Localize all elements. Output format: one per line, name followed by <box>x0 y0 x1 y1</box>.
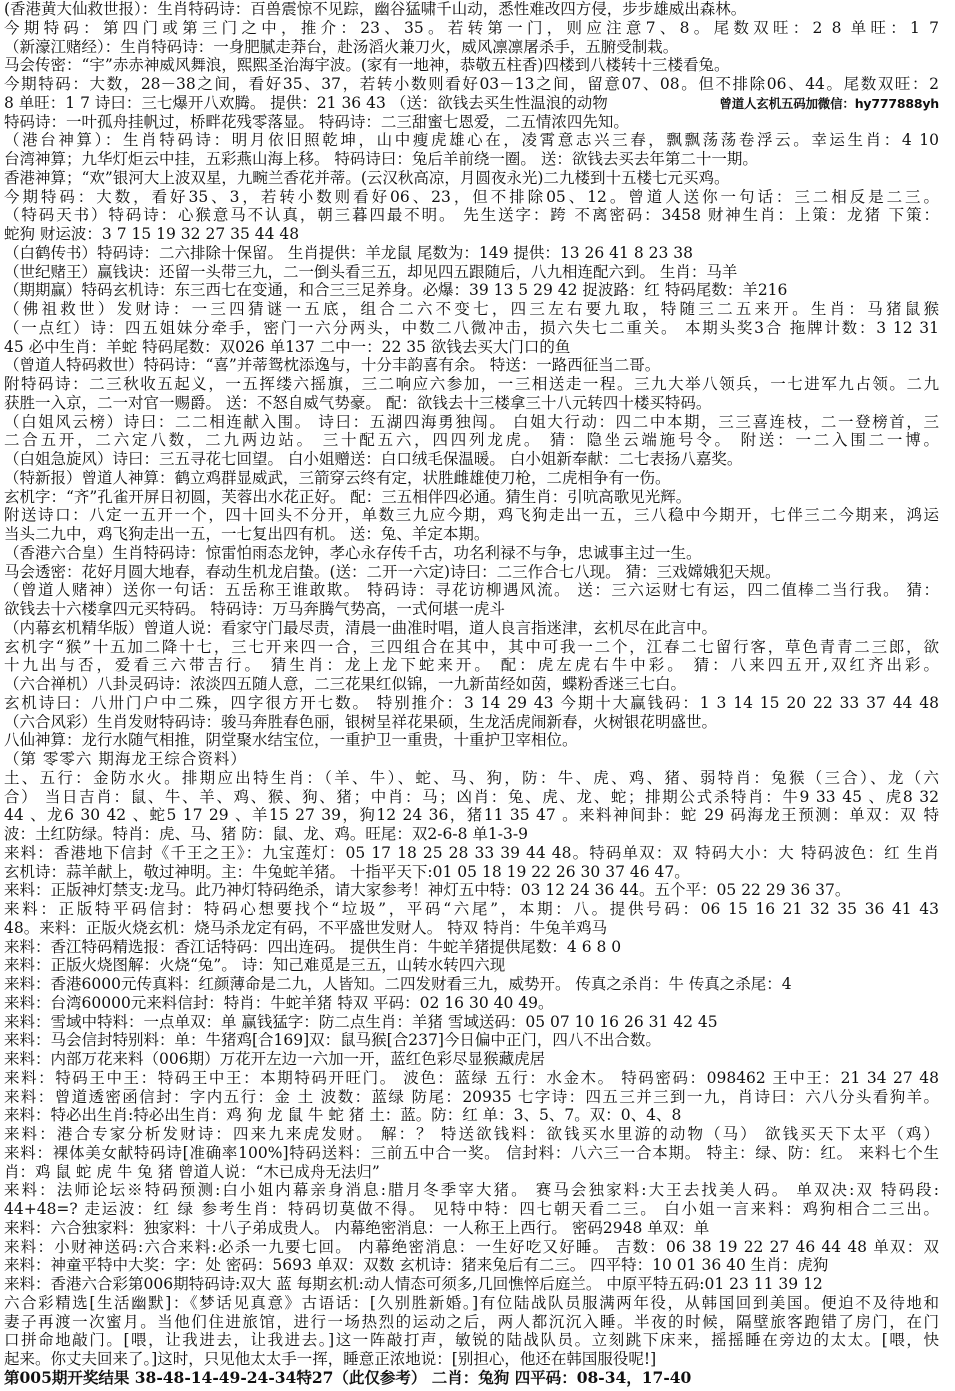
text-line: 来料：法师论坛※特码预测:白小姐内幕亲身消息:腊月冬季宰大猪。 赛马会独家料:大王去找美人码。 单双决:双 特码段: <box>4 1181 939 1200</box>
text-line: 来料：曾道透密函信封：字内五行：金 土 波数：蓝绿 防尾：20935 七字诗：四五三并三到一九，肖诗曰：六八分头看狗羊。 <box>4 1087 939 1106</box>
text-line: 来料：香江特码精选报：香江话特码：四出连码。 提供生肖：牛蛇羊猪提供尾数：4 6 8 0 <box>4 937 622 956</box>
text-line: 玄机字“猴”十五加二降十七，三七开来四一合，三四组合在其中，其中可我一二个，江春二七留行客，草色青青二三郎，欲 <box>4 637 939 656</box>
text-line: 肖：鸡 鼠 蛇 虎 牛 兔 猪 曾道人说：“木已成舟无法归” <box>4 1162 380 1181</box>
text-line: （特新报）曾道人神算：鹤立鸡群显威武，三箭穿云终有定，状胜雌雄使刀枪，二虎相争有一伤。 <box>4 468 671 487</box>
text-line: （特码天书）特码诗：心猴意马不认真，朝三暮四最不明。 先生送字：跨 不离密码：3458 财神生肖：上策：龙猪 下策： <box>4 206 939 225</box>
draw-results: 第005期开奖结果 38-48-14-49-24-34特27（此仅参考） 二肖：兔狗 四平码：08-34，17-40 <box>4 1368 692 1387</box>
text-line: 欲钱去十六楼拿四元买特码。 特码诗：万马奔腾气势高，一式何堪一虎斗 <box>4 600 505 618</box>
text-line: 44+48=? 走运波：红 绿 参考生肖：特码切莫做不得。 见特中特：四七朝天看二三。 白小姐一言来料：鸡狗相合二三出。 <box>4 1200 939 1218</box>
text-line: （白姐风云榜）诗曰：二二相连献入围。 诗曰：五湖四海勇独闯。 白姐大行动：四二中本期，三三喜连枝，二一登榜首，三 <box>4 412 939 431</box>
text-line: 来料：内部万花来料（006期）万花开左边一六加一开，蓝红色彩尽显猴藏虎居 <box>4 1050 546 1068</box>
text-line: （曾道人特码救世）特码诗：“喜”并蒂鸳枕添逸与，十分丰韵喜有余。 特送：一路西征当二哥。 <box>4 356 661 375</box>
text-line: （曾道人赌神）送你一句话：五岳称王谁敢欺。 特码诗：寻花访柳遇风流。 送：三六运财七有运，四二值棒二当行我。 猜： <box>4 581 939 600</box>
text-line: 来料：正版神灯禁支:龙马。此乃神灯特码绝杀，请大家参考！神灯五中特：03 12 24 36 44。五个平：05 22 29 36 37。 <box>4 881 851 900</box>
text-line: 来料：正版特平码信封：特码心想要找个“垃圾”，平码“六尾”，本期：八。提供号码：06 15 16 21 32 35 36 41 43 <box>4 900 939 918</box>
text-line: 来料：台湾60000元来料信封：特肖：牛蛇羊猪 特双 平码：02 16 30 40 49。 <box>4 993 554 1012</box>
text-line: 波：土红防绿。特肖：虎、马、猪 防：鼠、龙、鸡。旺尾：双2-6-8 单1-3-9 <box>4 825 528 843</box>
text-line: 来料：香港6000元传真料：红颜薄命是二九，人皆知。二四发财看三九，威势开。 传真之杀肖：牛 传真之杀尾：4 <box>4 975 792 993</box>
text-line: （六合风彩）生肖发财特码诗：骏马奔胜春色丽，银树呈祥花果硕，生龙活虎闹新春，火树银花明盛世。 <box>4 712 718 731</box>
text-line: 来料：香港地下信封《千王之王》：九宝莲灯：05 17 18 25 28 33 39 44 48。特码单双：双 特码大小：大 特码波色：红 生肖 <box>4 843 939 862</box>
text-line: 来料：特码王中王：特码王中王：本期特码开旺门。 波色：蓝绿 五行：水金木。 特码密码：098462 王中王：21 34 27 48 <box>4 1068 939 1087</box>
text-line: 来料：六合独家料：独家料：十八子弟成贵人。 内幕绝密消息：一人称王上西行。 密码2948 单双：单 <box>4 1218 710 1237</box>
text-line: 起来。你丈夫回来了。]这时，只见他太太手一挥，睡意正浓地说：[别担心，他还在韩国服役呢!] <box>4 1350 657 1368</box>
text-line: （内幕玄机精华版）曾道人说：看家守门最尽责，清晨一曲准时唱，道人良言指迷津，玄机尽在此言中。 <box>4 618 718 637</box>
text-line: 今期特码：大数，28－38之间，看好35、37，若转小数则看好03－13之间，留意07、08。但不排除06、44。尾数双旺：2 <box>4 75 939 93</box>
text-line: 台湾神算；九华灯炬云中挂，五彩燕山海上移。 特码诗曰：兔后羊前绕一圈。 送：欲钱去买去年第二十一期。 <box>4 150 758 168</box>
text-line: 马会透密：花好月圆大地春，春动生机龙启蛰。(送：二开一六定)诗曰：二三作合七八现。 猜：三戏嫦娥犯天规。 <box>4 562 781 581</box>
text-line: （港台神算）：生肖特码诗：明月依旧照乾坤，山中瘦虎雄心在，凌霄意志兴三春，飘飘荡荡卷浮云。幸运生肖：4 10 <box>4 131 939 150</box>
text-line: 来料：马会信封特别料：单：牛猪鸡[合169]双：鼠马猴[合237]今日偏中正门，四八不出合数。 <box>4 1031 661 1050</box>
text-line: 妻子再渡一次蜜月。当他们住进旅馆，进行一场热烈的运动之后，两人都沉沉入睡。半夜的时候，隔壁旅客跑错了房门，在门 <box>4 1312 939 1331</box>
text-line: （世纪赌王）赢钱诀：还留一头带三九，二一倒头看三五，却见四五跟随后，八九相连配六到。 生肖：马羊 <box>4 262 738 281</box>
text-line: 来料：正版火烧图解：火烧“兔”。 诗：知己难觅是三五，山转水转四六现 <box>4 956 506 975</box>
text-line: 45 必中生肖：羊蛇 特码尾数：双026 单137 二中一：22 35 欲钱去买大门口的鱼 <box>4 337 571 356</box>
text-line: 口拼命地敲门。[喂，让我进去，让我进去。]这一阵敲打声，敏锐的陆战队员。立刻跳下床来，摇摇睡在旁边的太太。[喂，快 <box>4 1331 939 1350</box>
text-line: (香港黄大仙救世报）：生肖特码诗：百兽震惊不见踪，幽谷猛啸千山动，悉性难改四方侵，步步雄威出森林。 <box>4 0 747 18</box>
text-line: 十九出与否，爱看三六带吉行。 猜生肖：龙上龙下蛇来开。 配：虎左虎右牛中彩。 猜：八来四五开,双红齐出彩。 <box>4 656 939 675</box>
wechat-promo: 曾道人玄机五码加微信：hy777888yh <box>719 95 939 111</box>
text-line: 八仙神算：龙行水随气相推，阴堂聚水结宝位，一重护卫一重贵，十重护卫宰相位。 <box>4 731 578 750</box>
text-line: （一点红）诗：四五姐妹分牵手，密门一六分两头，中数二八微冲击，损六失七二重关。 本期头奖3合 拖牌计数：3 12 31 <box>4 318 939 337</box>
text-line: 香港神算；“欢”银河大上波双星，九畹兰香花并蒂。(云汉秋高凉，月圆夜永光)二九楼到十五楼七元买鸡。 <box>4 168 730 187</box>
text-line: （佛祖救世）发财诗：一三四猜谜一五底，组合二六不变七，四三左右要九取，特随三二五来开。生肖：马猪鼠猴 <box>4 300 939 318</box>
text-line: （香港六合皇）生肖特码诗：惊雷怕雨态龙钟，孝心永存传千古，功名利禄不与争，忠诚事主过一生。 <box>4 543 702 562</box>
text-line: （期期赢）特码玄机诗：东三西七在变通，和合三三足养身。必爆：39 13 5 29 42 捉波路：红 特码尾数：羊216 <box>4 281 788 300</box>
text-line: 来料：港合专家分析发财诗：四来九来虎发财。 解：？ 特送欲钱料：欲钱买水里游的动物（马） 欲钱买天下太平（鸡） <box>4 1125 939 1143</box>
text-line: 土、五行：金防水火。排期应出特生肖：（羊、牛）、蛇、马、狗，防：牛、虎、鸡、猪、弱特肖：兔猴（三合）、龙（六 <box>4 768 939 787</box>
text-line: （白鹤传书）特码诗：二六排除十保留。 生肖提供：羊龙鼠 尾数为：149 提供：13 26 41 8 23 38 <box>4 243 693 262</box>
text-line: 来料：香港六合彩第006期特码诗:双大 蓝 每期玄机:动人情态可须多,几回憔悴后庭兰。 中原平特五码:01 23 11 39 12 <box>4 1275 823 1293</box>
text-line: （新濠江赌经）：生肖特码诗：一身肥腻走莽台，赴汤滔火兼刀火，威风凛凛屠杀手，五腑受制栽。 <box>4 37 679 56</box>
text-line: 获胜一入京，二一对官一赐爵。 送：不怒自威气势豪。 配：欲钱去十三楼拿三十八元转四十楼买特码。 <box>4 393 712 412</box>
text-line: 当头二九中，鸡飞狗走出一五，一七复出四有机。 送：兔、羊定本期。 <box>4 525 490 543</box>
text-line: 玄机诗曰：八卅门户中二殊，四字很方开七数。 特别推介：3 14 29 43 今期十大赢钱码：1 3 14 15 20 22 33 37 44 48 <box>4 693 939 712</box>
text-line: 玄机诗：蒜羊献上，敬过神明。主：牛兔蛇羊猪。 十指平天下:01 05 18 19 22 26 30 37 46 47。 <box>4 862 690 881</box>
text-line: 今期特码：大数，看好35、3，若转小数则看好06、23，但不排除05、12。曾道人送你一句话：三二相反是二三。 <box>4 187 939 206</box>
text-line: （白姐急旋风）诗曰：三五寻花七回望。 白小姐赠送：白口绒毛保温暖。 白小姐新奉献：二七表扬八嘉奖。 <box>4 450 743 468</box>
text-line: 来料：特必出生肖:特必出生肖：鸡 狗 龙 鼠 牛 蛇 猪 土：蓝。防：红 单：3、5、7。双：0、4、8 <box>4 1106 682 1125</box>
text-line: 来料：雪域中特料：一点单双：单 赢钱猛字：防二点生肖：羊猪 雪域送码：05 07 10 16 26 31 42 45 <box>4 1012 718 1031</box>
text-line: 六合彩精选[生活幽默]：《梦话见真意》古语话：[久别胜新婚。]有位陆战队员服满两年役，从韩国回到美国。便迫不及待地和 <box>4 1293 939 1312</box>
text-line: 马会传密：“宇”赤赤神威风舞浪，熙熙圣治海宇波。(家有一地神，恭敬五柱香)四楼到八楼转十三楼看兔。 <box>4 56 730 75</box>
section-heading: （第 零零六 期海龙王综合资料） <box>4 750 247 768</box>
text-line: 44 、龙6 30 42 、蛇5 17 29 、羊15 27 39，狗12 24 36，猪11 35 47 。来料神间卦：蛇 29 码海龙王预测：单双：双 特 <box>4 806 939 825</box>
text-line: 特码诗：一叶孤舟挂帆过，桥畔花残零落显。 特码诗：二三甜蜜七恩爱，二五情浓四先知。 <box>4 112 629 131</box>
text-line: 附特码诗：二三秋收五起义，一五挥缕六摇旗，三二响应六参加，一三相送走一程。三九大举八领兵，一七进军九占领。二九 <box>4 375 939 393</box>
text-line <box>4 94 939 113</box>
text-line: 今期特码：第四门或第三门之中，推介：23、35。若转第一门，则应注意7、8。尾数双旺：2 8 单旺：1 7 <box>4 18 939 37</box>
text-line: 蛇狗 财运波：3 7 15 19 32 27 35 44 48 <box>4 225 300 243</box>
text-line: 玄机字：“齐”孔雀开屏日初圆，芙蓉出水花正好。 配：三五相伴四必通。猜生肖：引吭高歌见光辉。 <box>4 487 692 506</box>
text-line: 合） 当日吉肖：鼠、牛、羊、鸡、猴、狗、猪；中肖：马；凶肖：兔、虎、龙、蛇；排期公式杀特肖：牛9 33 45 、虎8 32 <box>4 787 939 806</box>
text-line: 48。来料：正版火烧玄机：烧马杀龙定有码，不平盛世发财人。 特双 特肖：牛兔羊鸡马 <box>4 918 608 937</box>
text-line: 附送诗口：八定一五开一个，四十回头不分开，单数三九应今期，鸡飞狗走出一五，三八稳中今期开，七伴三二今期来，鸿运 <box>4 506 939 525</box>
text-line: 来料：神童平特中大奖：字：处 密码：5693 单双：双数 玄机诗：猪来兔后有二三。 四平特：10 01 36 40 生肖：虎狗 <box>4 1256 829 1275</box>
text-line: 来料：裸体美女献特码诗[准确率100%]特码送料：三前五中合一奖。 信封料：八六三一合本期。 特主：绿、防：红。 来料七个生 <box>4 1143 939 1162</box>
text-line: 来料：小财神送码:六合来料:必杀一九要七回。 内幕绝密消息：一生好吃又好睡。 吉数：06 38 19 22 27 46 44 48 单双：双 <box>4 1237 939 1256</box>
text-line: （六合禅机）八卦灵码诗：浓淡四五随人意，二三花果红似锦，一九新苗经如茵，蝶粉香迷三七白。 <box>4 675 687 693</box>
text-line: 二合五开，二六定八数，二九两边站。 三十配五六，四四列龙虎。 猜：隐坐云端施号令。 附送：一二入围二一博。 <box>4 431 939 450</box>
text-line-part: 8 单旺：1 7 诗曰：三七爆开八欢腾。 提供：21 36 43 （送：欲钱去买生性温浪的动物 <box>4 93 608 112</box>
